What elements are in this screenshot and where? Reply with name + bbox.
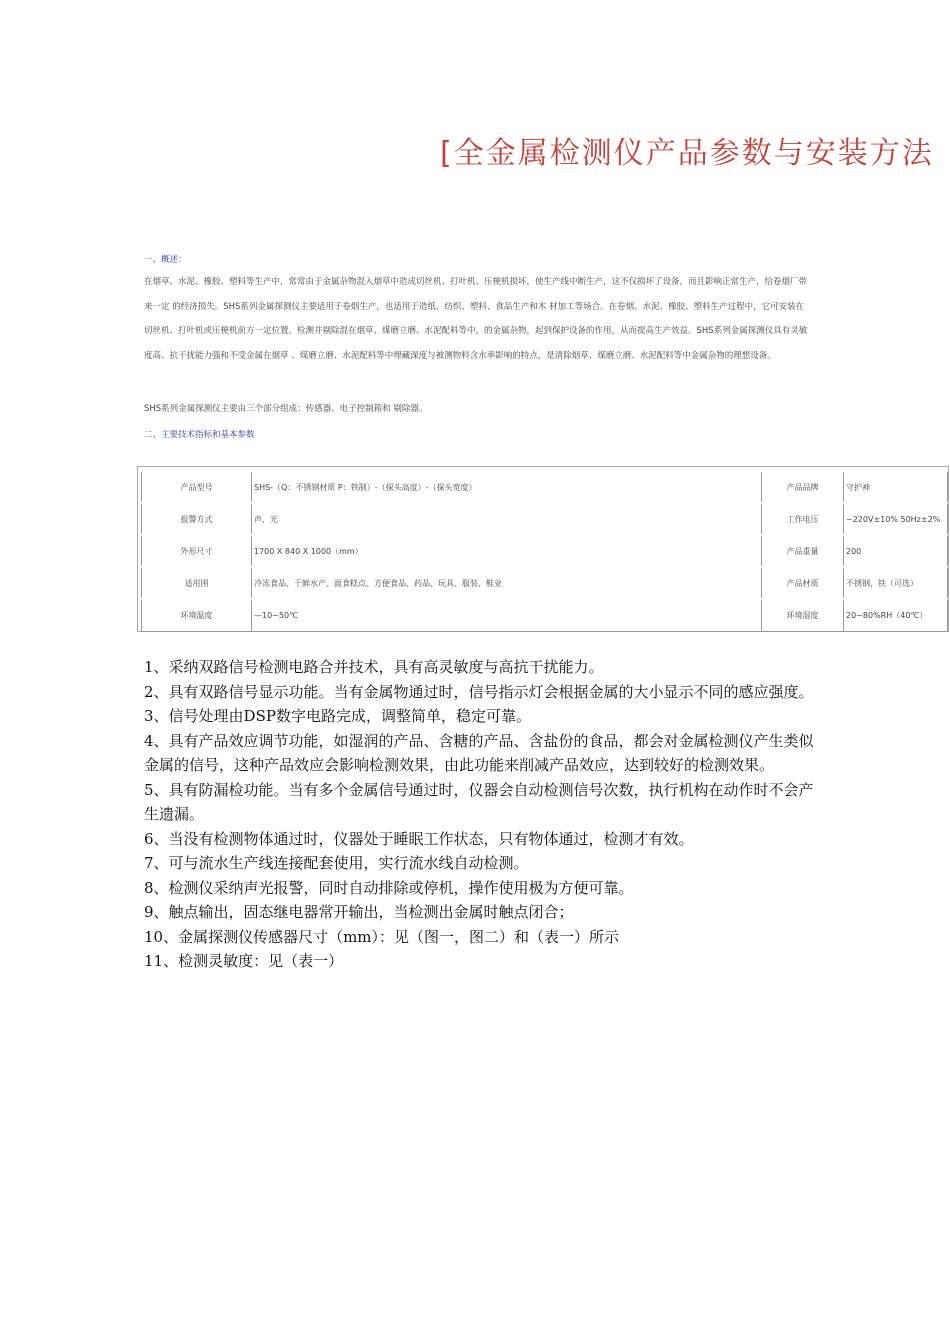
param-label: 适用围 — [142, 567, 252, 599]
param-label: 外形尺寸 — [142, 535, 252, 567]
list-item: 4、具有产品效应调节功能，如湿润的产品、含糖的产品、含盐份的食品，都会对金属检测仪产生类似金属的信号，这种产品效应会影响检测效果，由此功能来削减产品效应，达到较好的检测效果。 — [144, 731, 814, 774]
feature-list — [144, 655, 814, 974]
composition-text: SHS系列金属探测仪主要由三个部分组成：传感器、电子控制箱和 剔除器。 — [144, 404, 428, 414]
list-item: 10、金属探测仪传感器尺寸（mm）：见（图一，图二）和（表一）所示 — [144, 927, 620, 946]
param-label: 报警方式 — [142, 503, 252, 535]
param-label: 环境温度 — [142, 599, 252, 631]
param-value: 1700 X 840 X 1000（mm） — [252, 535, 762, 567]
param-value: 声，光 — [252, 503, 762, 535]
params-heading: 二、主要技术指标和基本参数 — [144, 430, 255, 440]
list-item: 3、信号处理由DSP数字电路完成，调整简单，稳定可靠。 — [144, 707, 531, 725]
list-item: 2、具有双路信号显示功能。当有金属物通过时，信号指示灯会根据金属的大小显示不同的感应强度。 — [144, 682, 814, 701]
param-label: 产品材质 — [762, 567, 844, 599]
table-row — [142, 535, 948, 567]
param-label: 工作电压 — [762, 503, 844, 535]
overview-paragraph: 在烟草、水泥、橡胶、塑料等生产中，常常由于金属杂物混入烟草中造成切丝机、打叶机、压梗机损坏，使生产线中断生产，这不仅损坏了设备，而且影响正常生产，给卷烟厂带来一定 的经济损失。SHS系列金属探测仪主要适用于卷烟生产，也适用于造纸、纺织、塑料、食品生产和木 材加工等场合。在卷烟、水泥、橡胶、塑料生产过程中，它可安装在切丝机、打叶机或压梗机前方一定位置，检测并剔除混在烟草、煤磨立磨、水泥配料等中，的金属杂物，起到保护设备的作用，从而提高生产效益。SHS系列金属探测仪具有灵敏度高、抗干扰能力强和不受金属在烟草 、煤磨立磨、水泥配料等中埋藏深度与被测物料含水率影响的特点，是清除烟草、煤磨立磨、水泥配料等中金属杂物的理想设备。 — [144, 277, 808, 361]
list-item: 9、触点输出，固态继电器常开输出，当检测出金属时触点闭合； — [144, 903, 574, 921]
list-item: 11、检测灵敏度：见（表一） — [144, 952, 344, 970]
param-value: 200 — [844, 535, 948, 567]
param-value: 冷冻食品、干鲜水产、面食糕点、方便食品、药品、玩具、服装、鞋业 — [252, 567, 762, 599]
param-value: ~220V±10% 50Hz±2% — [844, 503, 948, 535]
param-label: 产品型号 — [142, 471, 252, 503]
document-title: [全金属检测仪产品参数与安装方法 — [440, 136, 934, 171]
param-label: 产品重量 — [762, 535, 844, 567]
param-value: 不锈钢，铁（可选） — [844, 567, 948, 599]
list-item: 8、检测仪采纳声光报警，同时自动排除或停机，操作使用极为方便可靠。 — [144, 878, 634, 897]
table-row — [142, 503, 948, 535]
table-row — [142, 599, 948, 631]
param-value: 守护神 — [844, 471, 948, 503]
table-row — [142, 471, 948, 503]
list-item: 1、采纳双路信号检测电路合并技术，具有高灵敏度与高抗干扰能力。 — [144, 658, 604, 676]
list-item: 7、可与流水生产线连接配套使用，实行流水线自动检测。 — [144, 854, 529, 872]
param-value: —10~50℃ — [252, 599, 762, 631]
param-label: 环境湿度 — [762, 599, 844, 631]
spec-table — [141, 470, 948, 632]
overview-heading: 一、概述： — [144, 255, 187, 265]
list-item: 5、具有防漏检功能。当有多个金属信号通过时，仪器会自动检测信号次数，执行机构在动作时不会产生遗漏。 — [144, 780, 814, 823]
param-label: 产品品牌 — [762, 471, 844, 503]
table-row — [142, 567, 948, 599]
param-value: 20~80%RH（40℃） — [844, 599, 948, 631]
list-item: 6、当没有检测物体通过时，仪器处于睡眠工作状态，只有物体通过，检测才有效。 — [144, 829, 694, 848]
param-value: SHS-（Q：不锈钢材质 P：铁制）-（探头高度）-（探头宽度） — [252, 471, 762, 503]
